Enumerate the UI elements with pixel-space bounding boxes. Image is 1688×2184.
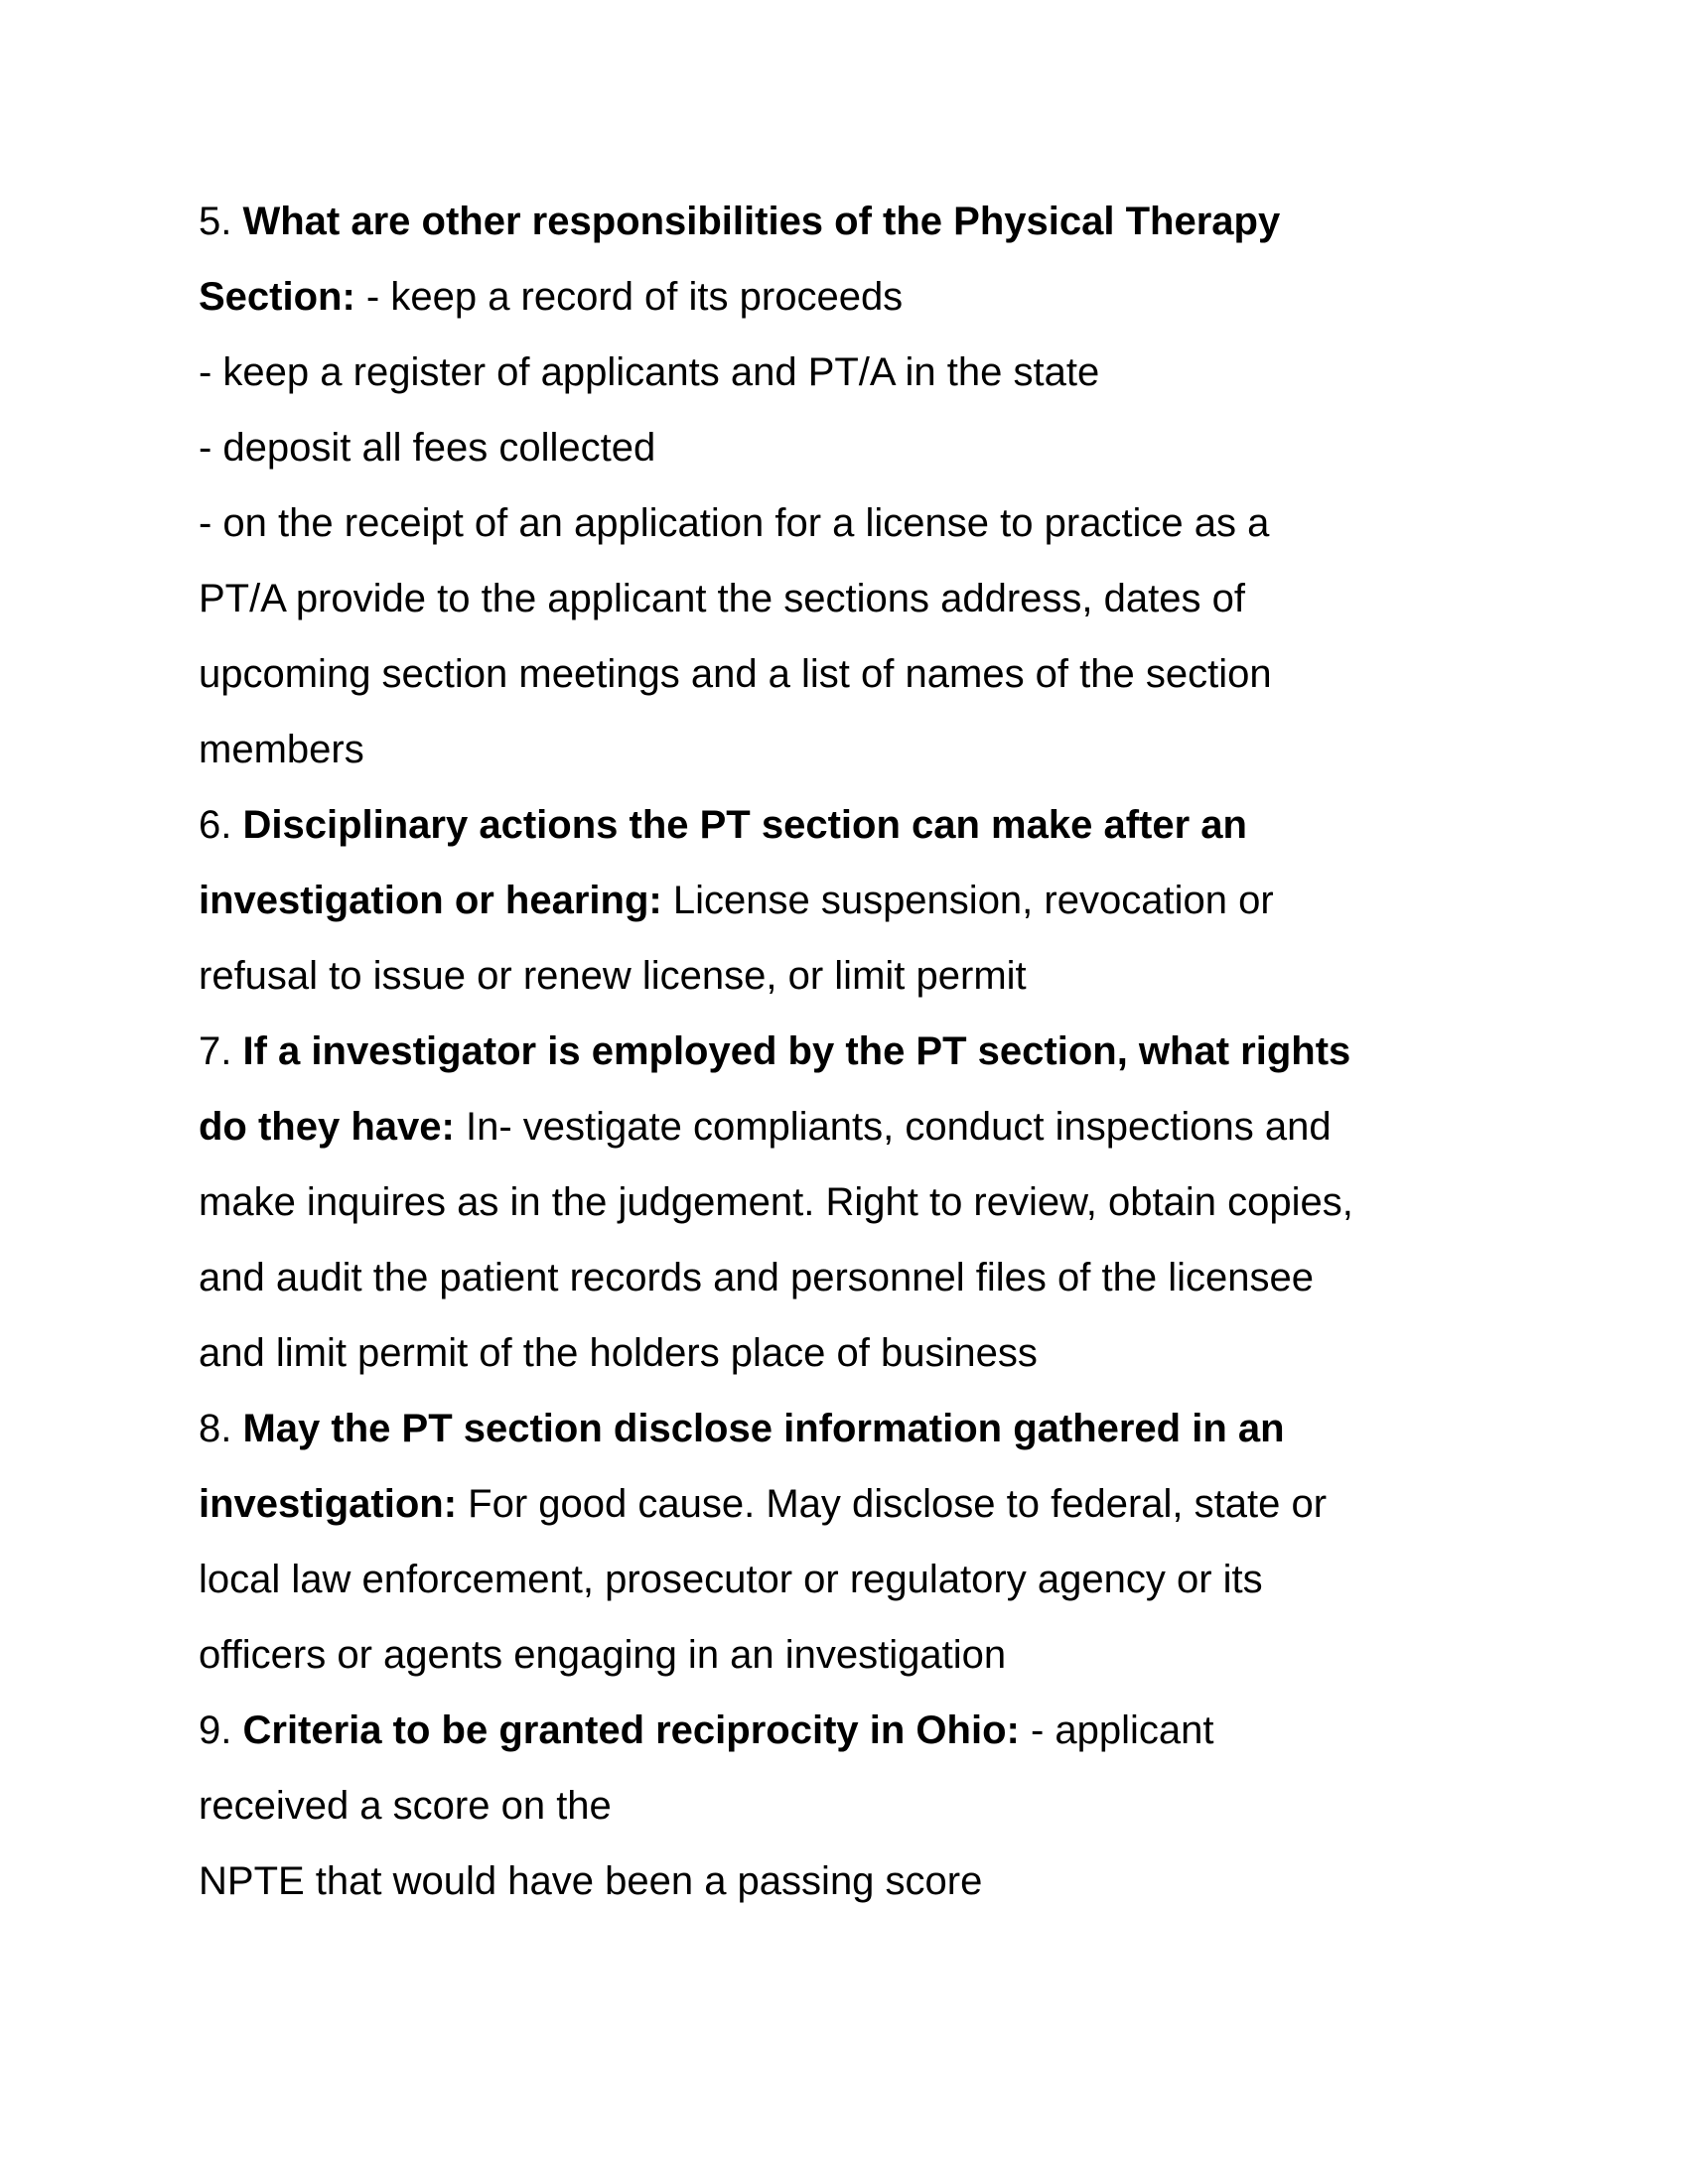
item-7-line-4	[199, 1255, 1314, 1300]
answer-text: received a score on the	[199, 1784, 612, 1828]
answer-text: - keep a record of its proceeds	[354, 275, 904, 319]
item-6-line-1	[199, 802, 1247, 848]
answer-text: refusal to issue or renew license, or limit permit	[199, 954, 1027, 998]
item-number: 8.	[199, 1407, 243, 1450]
answer-text: - keep a register of applicants and PT/A in the state	[199, 350, 1100, 394]
answer-text: For good cause. May disclose to federal, state or	[457, 1482, 1328, 1526]
item-6-line-2	[199, 878, 1274, 923]
item-8-line-2	[199, 1481, 1327, 1527]
answer-text: and audit the patient records and personnel files of the licensee	[199, 1256, 1314, 1299]
item-number: 5.	[199, 200, 243, 243]
item-7-line-5	[199, 1330, 1038, 1376]
item-8-line-1	[199, 1406, 1285, 1451]
item-7-line-3	[199, 1179, 1353, 1225]
item-5-line-3	[199, 349, 1099, 395]
answer-text: - deposit all fees collected	[199, 426, 656, 470]
item-5-line-5	[199, 500, 1269, 546]
answer-text: In- vestigate compliants, conduct inspections and	[454, 1105, 1332, 1149]
item-number: 6.	[199, 803, 243, 847]
question-text: investigation or hearing:	[199, 879, 662, 922]
item-number: 9.	[199, 1708, 243, 1752]
question-text: investigation:	[199, 1482, 458, 1526]
answer-text: NPTE that would have been a passing score	[199, 1859, 983, 1903]
item-5-line-2	[199, 274, 903, 320]
item-8-line-4	[199, 1632, 1006, 1678]
question-text: Disciplinary actions the PT section can make after an	[242, 803, 1247, 847]
question-text: do they have:	[199, 1105, 455, 1149]
item-9-line-1	[199, 1707, 1214, 1753]
answer-text: and limit permit of the holders place of business	[199, 1331, 1038, 1375]
item-7-line-1	[199, 1028, 1350, 1074]
answer-text: members	[199, 728, 364, 771]
question-text: What are other responsibilities of the Physical Therapy	[242, 200, 1281, 243]
item-7-line-2	[199, 1104, 1332, 1150]
answer-text: upcoming section meetings and a list of names of the section	[199, 652, 1272, 696]
answer-text: make inquires as in the judgement. Right to review, obtain copies,	[199, 1180, 1353, 1224]
item-8-line-3	[199, 1557, 1263, 1602]
question-text: Section:	[199, 275, 355, 319]
answer-text: officers or agents engaging in an investigation	[199, 1633, 1007, 1677]
question-text: May the PT section disclose information gathered in an	[242, 1407, 1285, 1450]
question-text: If a investigator is employed by the PT section, what rights	[242, 1029, 1351, 1073]
item-5-line-8	[199, 727, 364, 772]
question-text: Criteria to be granted reciprocity in Ohio:	[242, 1708, 1020, 1752]
item-5-line-7	[199, 651, 1272, 697]
item-9-line-3	[199, 1858, 982, 1904]
answer-text: PT/A provide to the applicant the sections address, dates of	[199, 577, 1245, 620]
answer-text: local law enforcement, prosecutor or regulatory agency or its	[199, 1558, 1263, 1601]
item-6-line-3	[199, 953, 1027, 999]
item-9-line-2	[199, 1783, 612, 1829]
item-5-line-1	[199, 199, 1280, 244]
answer-text: License suspension, revocation or	[661, 879, 1274, 922]
item-5-line-4	[199, 425, 655, 471]
item-5-line-6	[199, 576, 1245, 621]
answer-text: - on the receipt of an application for a license to practice as a	[199, 501, 1270, 545]
item-number: 7.	[199, 1029, 243, 1073]
answer-text: - applicant	[1019, 1708, 1214, 1752]
